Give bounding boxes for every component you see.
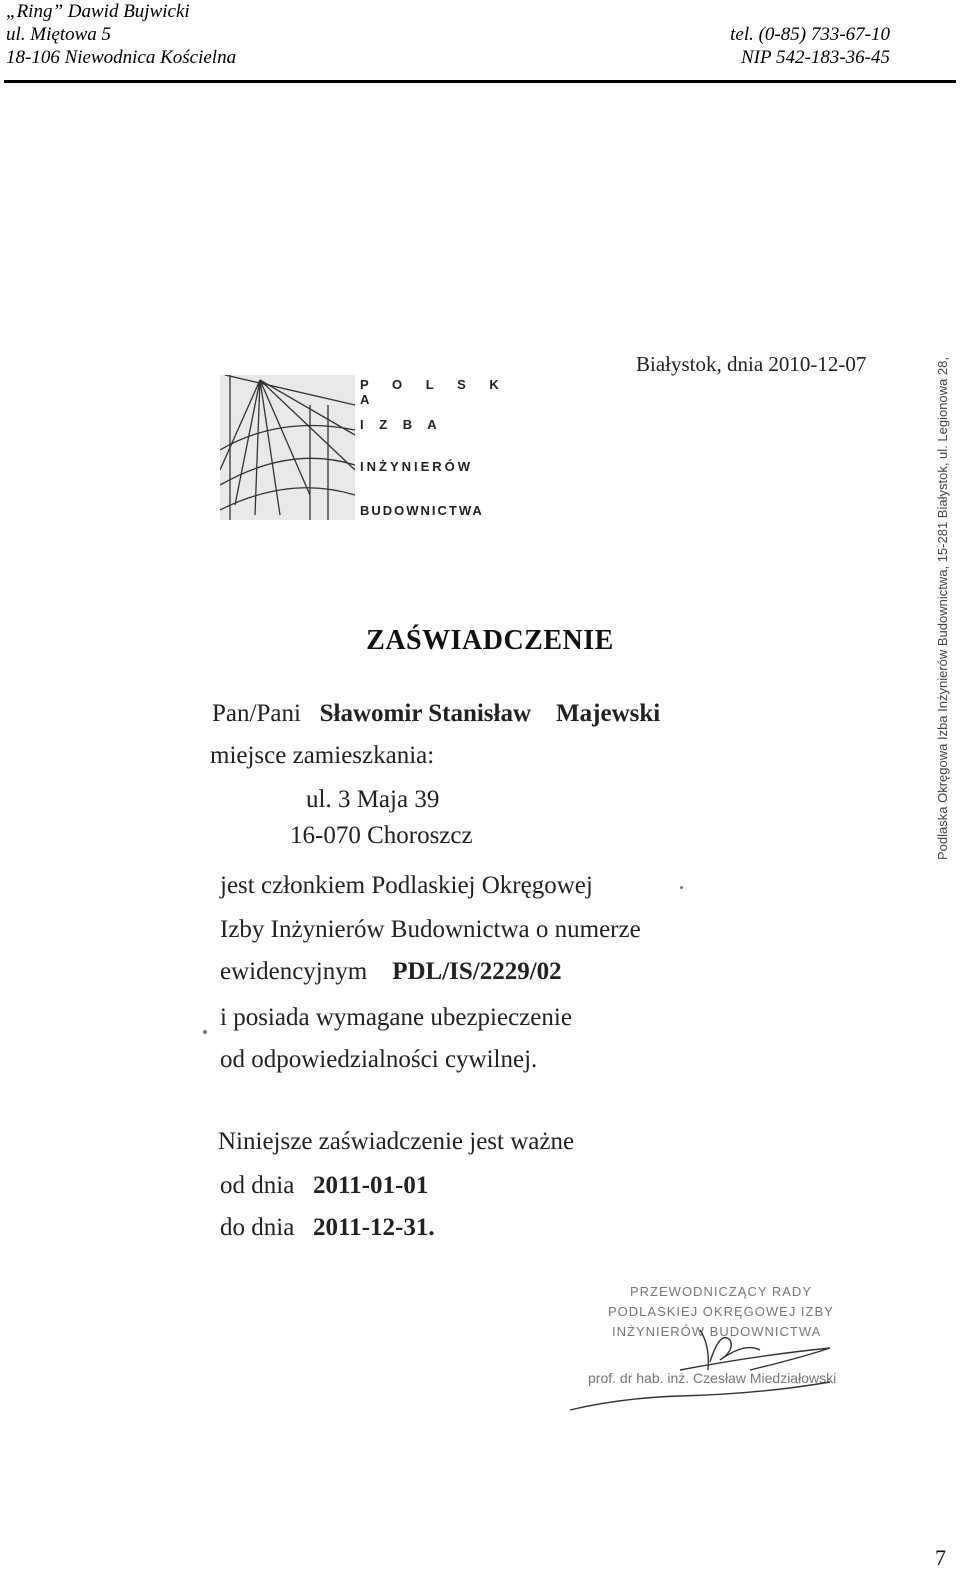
company-city: 18-106 Niewodnica Kościelna [6, 47, 237, 68]
validity-from-label: od dnia [220, 1172, 295, 1199]
stamp-line-2: PODLASKIEJ OKRĘGOWEJ IZBY [608, 1304, 834, 1319]
document-title: ZAŚWIADCZENIE [366, 625, 614, 656]
piib-logo [220, 375, 520, 525]
validity-from-date: 2011-01-01 [313, 1172, 429, 1199]
issuer-address-vertical: Podlaska Okręgowa Izba Inżynierów Budownictwa, 15-281 Białystok, ul. Legionowa 28, [935, 357, 950, 860]
body-line-1: jest członkiem Podlaskiej Okręgowej [220, 872, 593, 899]
company-phone: tel. (0-85) 733-67-10 [730, 24, 890, 45]
handwritten-signature [560, 1270, 870, 1420]
logo-word-polska: P O L S K A [360, 377, 509, 407]
validity-to-date: 2011-12-31. [313, 1214, 435, 1241]
person-name: Sławomir Stanisław [319, 700, 532, 727]
person-prefix: Pan/Pani [212, 700, 301, 727]
body-line-2: Izby Inżynierów Budownictwa o numerze [220, 916, 641, 943]
company-nip: NIP 542-183-36-45 [741, 47, 890, 68]
letterhead-left [6, 0, 236, 69]
body-line-5: od odpowiedzialności cywilnej. [220, 1046, 538, 1073]
company-name: „Ring” Dawid Bujwicki [6, 1, 190, 22]
bridge-logo-icon [220, 375, 360, 520]
page-number: 7 [935, 1545, 946, 1570]
official-stamp [560, 1270, 870, 1420]
person-surname: Majewski [556, 700, 661, 727]
logo-word-inzynierow: INŻYNIERÓW [360, 459, 474, 474]
header-rule [4, 80, 956, 83]
validity-to [220, 1214, 435, 1242]
body-line-4: i posiada wymagane ubezpieczenie [220, 1004, 572, 1031]
company-street: ul. Miętowa 5 [6, 24, 112, 45]
person-line [212, 700, 660, 728]
address-street: ul. 3 Maja 39 [306, 786, 440, 813]
validity-from [220, 1172, 428, 1200]
letterhead [0, 0, 960, 90]
body-line-3 [220, 958, 562, 986]
stamp-line-1: PRZEWODNICZĄCY RADY [630, 1284, 812, 1299]
scan-dot [203, 1030, 207, 1034]
validity-to-label: do dnia [220, 1214, 295, 1241]
logo-word-budownictwa: BUDOWNICTWA [360, 503, 484, 518]
validity-intro: Niniejsze zaświadczenie jest ważne [218, 1128, 575, 1155]
stamp-line-3: INŻYNIERÓW BUDOWNICTWA [612, 1324, 822, 1339]
body-line-3-prefix: ewidencyjnym [220, 958, 368, 985]
stamp-line-4: prof. dr hab. inż. Czesław Miedziałowski [588, 1370, 837, 1386]
address-label: miejsce zamieszkania: [210, 742, 435, 769]
place-date: Białystok, dnia 2010-12-07 [636, 352, 867, 376]
scan-dot [680, 886, 683, 889]
logo-word-izba: I Z B A [360, 417, 443, 432]
address-city: 16-070 Choroszcz [290, 822, 473, 849]
letterhead-right [730, 23, 890, 69]
registration-number: PDL/IS/2229/02 [392, 958, 562, 985]
